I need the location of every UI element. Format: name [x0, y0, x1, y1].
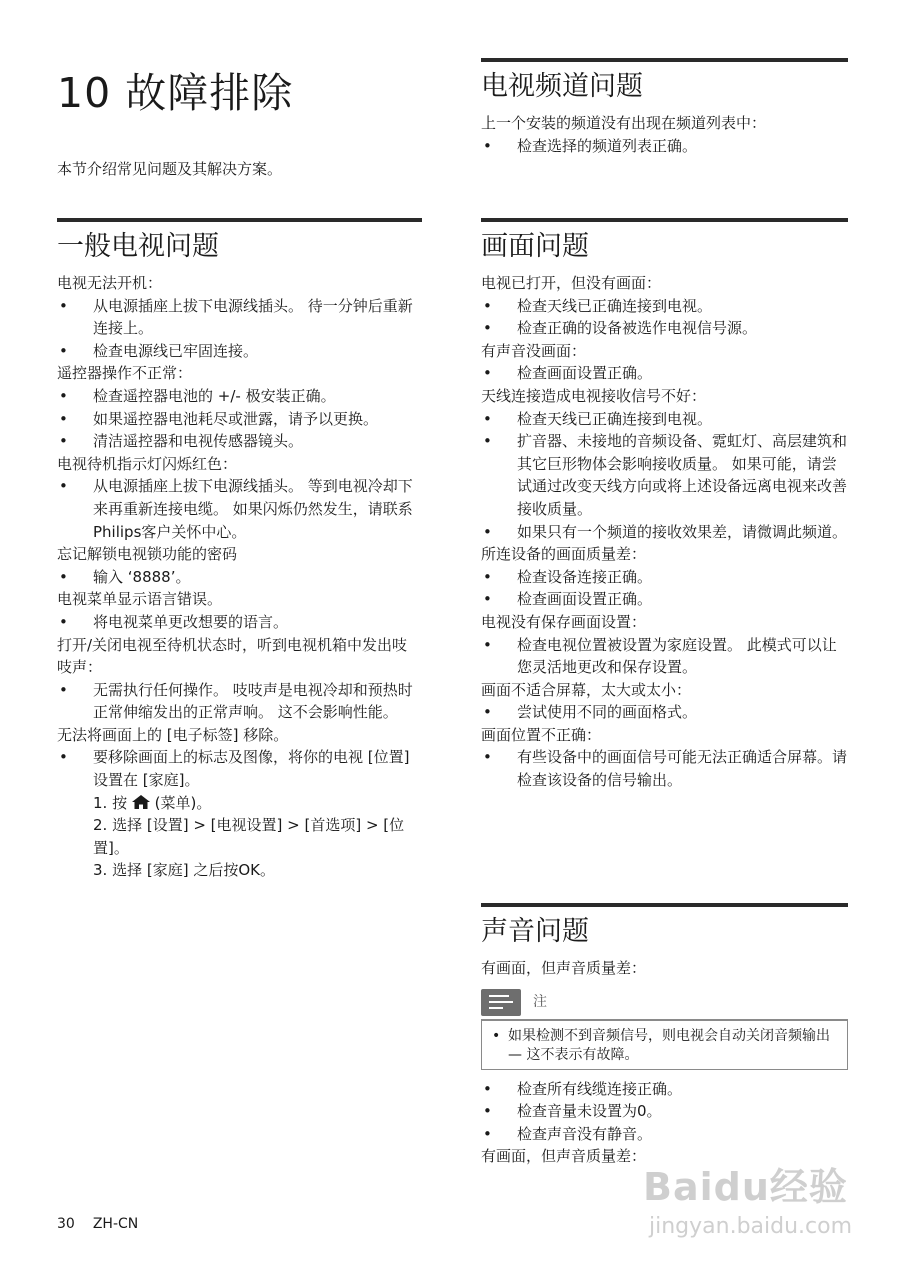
watermark-url: jingyan.baidu.com	[649, 1214, 853, 1239]
section-body	[481, 112, 848, 157]
problem-heading: 电视待机指示灯闪烁红色：	[57, 454, 238, 473]
page-number: 30	[57, 1216, 75, 1232]
list-item: • 检查设备连接正确。	[481, 566, 848, 589]
problem-heading: 有画面，但声音质量差：	[481, 1147, 647, 1166]
step-1	[57, 792, 422, 815]
section-title: 声音问题	[481, 916, 589, 947]
step-3: 3. 选择 [家庭] 之后按OK。	[93, 861, 275, 880]
list-item: • 检查电源线已牢固连接。	[57, 340, 422, 363]
chapter-intro: 本节介绍常见问题及其解决方案。	[57, 160, 283, 178]
section-picture	[481, 218, 848, 792]
solution-list	[481, 408, 848, 544]
solution-list	[57, 475, 422, 543]
solution-list	[57, 746, 422, 791]
section-title: 一般电视问题	[57, 231, 219, 262]
solution-list	[481, 701, 848, 724]
solution-list	[481, 1078, 848, 1146]
list-item: • 检查音量未设置为0。	[481, 1100, 848, 1123]
list-item: • 有些设备中的画面信号可能无法正确适合屏幕。请检查该设备的信号输出。	[481, 746, 848, 791]
list-item: • 将电视菜单更改想要的语言。	[57, 611, 422, 634]
problem-heading: 上一个安装的频道没有出现在频道列表中：	[481, 114, 767, 132]
language-code: ZH-CN	[92, 1216, 139, 1232]
section-title: 电视频道问题	[481, 71, 643, 102]
list-item: • 从电源插座上拔下电源线插头。 待一分钟后重新连接上。	[57, 295, 422, 340]
list-item: • 如果遥控器电池耗尽或泄露，请予以更换。	[57, 408, 422, 431]
problem-heading: 电视已打开，但没有画面：	[481, 274, 662, 292]
solution-list	[57, 611, 422, 634]
step-2: 2. 选择 [设置] > [电视设置] > [首选项] > [位置]。	[93, 816, 405, 857]
problem-heading: 画面位置不正确：	[481, 725, 602, 744]
step-1-text-after: (菜单)。	[154, 793, 212, 812]
list-item: • 无需执行任何操作。 吱吱声是电视冷却和预热时正常伸缩发出的正常声响。 这不会影响性能。	[57, 679, 422, 724]
solution-list	[481, 746, 848, 791]
problem-heading: 打开/关闭电视至待机状态时，听到电视机箱中发出吱吱声：	[57, 635, 408, 677]
home-icon	[132, 795, 150, 809]
list-item: • 清洁遥控器和电视传感器镜头。	[57, 430, 422, 453]
list-item: • 尝试使用不同的画面格式。	[481, 701, 848, 724]
step-1-text: 1. 按	[93, 793, 128, 812]
list-item: • 检查天线已正确连接到电视。	[481, 295, 848, 318]
list-item: • 从电源插座上拔下电源线插头。 等到电视冷却下来再重新连接电缆。 如果闪烁仍然发生，请联系Philips客户关怀中心。	[57, 475, 422, 543]
watermark	[643, 1150, 863, 1260]
list-item: • 检查所有线缆连接正确。	[481, 1078, 848, 1101]
solution-list	[57, 385, 422, 453]
solution-list	[57, 566, 422, 589]
list-item: • 检查画面设置正确。	[481, 362, 848, 385]
section-body	[57, 272, 422, 882]
note-icon	[481, 989, 521, 1016]
list-item: • 检查选择的频道列表正确。	[481, 135, 848, 158]
note-header	[481, 986, 848, 1019]
section-channel	[481, 58, 848, 157]
section-body	[481, 272, 848, 792]
list-item: • 输入 ‘8888’。	[57, 566, 422, 589]
list-item: • 检查遥控器电池的 +/- 极安装正确。	[57, 385, 422, 408]
note-block	[481, 986, 848, 1070]
problem-heading: 有声音没画面：	[481, 341, 587, 360]
chapter-title: 10 故障排除	[57, 69, 294, 117]
note-label: 注	[533, 993, 547, 1010]
list-item: • 检查声音没有静音。	[481, 1123, 848, 1146]
section-sound	[481, 903, 848, 1168]
problem-heading: 有画面，但声音质量差：	[481, 959, 647, 977]
solution-list	[57, 679, 422, 724]
solution-list	[481, 634, 848, 679]
note-box	[481, 1019, 848, 1070]
solution-list	[481, 135, 848, 158]
section-title: 画面问题	[481, 231, 589, 262]
problem-heading: 天线连接造成电视接收信号不好：	[481, 386, 707, 405]
watermark-logo: Baidu经验	[643, 1165, 848, 1209]
page-footer	[57, 1216, 156, 1232]
solution-list	[481, 295, 848, 340]
list-item: • 扩音器、未接地的音频设备、霓虹灯、高层建筑和其它巨形物体会影响接收质量。 如果可能，请尝试通过改变天线方向或将上述设备远离电视来改善接收质量。	[481, 430, 848, 520]
problem-heading: 无法将画面上的 [电子标签] 移除。	[57, 725, 289, 744]
list-item: • 检查电视位置被设置为家庭设置。 此模式可以让您灵活地更改和保存设置。	[481, 634, 848, 679]
list-item: • 检查天线已正确连接到电视。	[481, 408, 848, 431]
problem-heading: 遥控器操作不正常：	[57, 364, 193, 383]
section-body	[481, 957, 848, 1168]
solution-list	[481, 362, 848, 385]
solution-list	[57, 295, 422, 363]
problem-heading: 画面不适合屏幕，太大或太小：	[481, 680, 692, 699]
list-item: • 要移除画面上的标志及图像，将你的电视 [位置] 设置在 [家庭]。	[57, 746, 422, 791]
list-item: • 如果只有一个频道的接收效果差，请微调此频道。	[481, 521, 848, 544]
problem-heading: 忘记解锁电视锁功能的密码	[57, 545, 238, 564]
section-general-tv	[57, 218, 422, 882]
list-item: • 检查正确的设备被选作电视信号源。	[481, 317, 848, 340]
problem-heading: 电视菜单显示语言错误。	[57, 590, 223, 609]
note-text: • 如果检测不到音频信号，则电视会自动关闭音频输出 — 这不表示有故障。	[490, 1027, 837, 1065]
solution-list	[481, 566, 848, 611]
problem-heading: 电视没有保存画面设置：	[481, 612, 647, 631]
list-item: • 检查画面设置正确。	[481, 588, 848, 611]
problem-heading: 所连设备的画面质量差：	[481, 545, 647, 564]
problem-heading: 电视无法开机：	[57, 274, 163, 292]
